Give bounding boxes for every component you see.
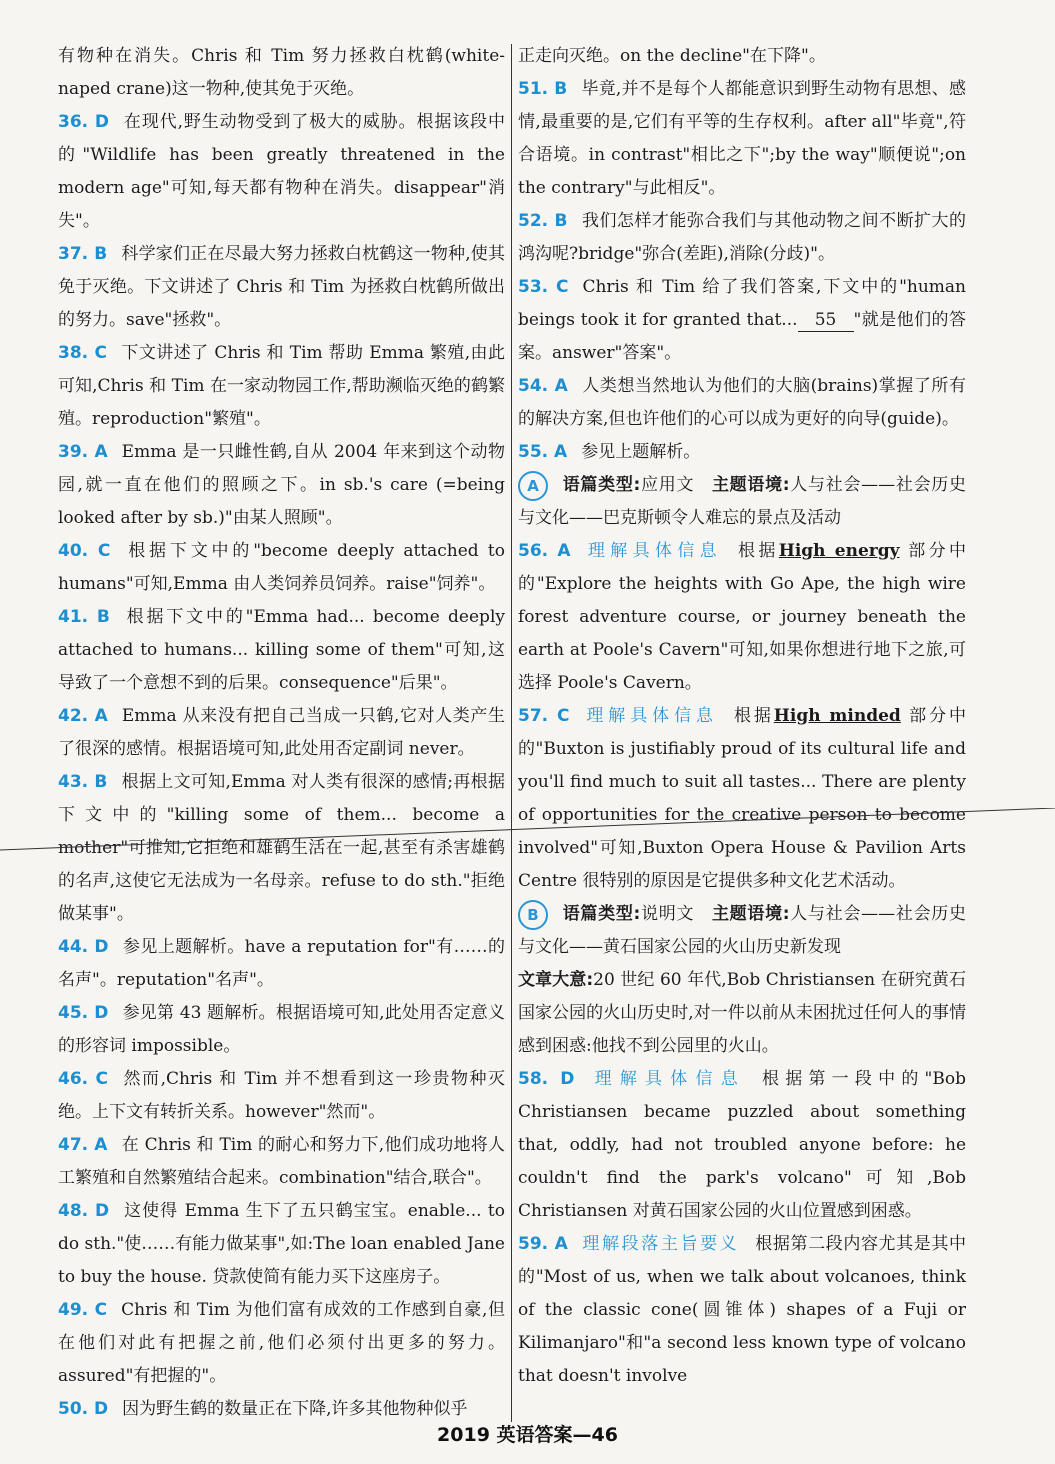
question-number: 54. A [518,376,568,396]
question-number: 40. C [58,541,111,561]
question-number: 46. C [58,1069,109,1089]
section-badge-icon: B [518,900,548,930]
genre-label: 语篇类型: [562,904,641,924]
answer-item [58,1063,505,1129]
answer-item [58,700,505,766]
section-badge-icon: A [518,471,548,501]
answer-item [58,1195,505,1294]
answer-text: 根据下文中的"Emma had... become deeply attached to humans... killing some of them"可知,这导致了一个意想不到的后果。consequence"后果"。 [58,607,505,693]
question-type-tag: 理解具体信息 [584,541,723,561]
question-number: 42. A [58,706,108,726]
answer-item [58,1294,505,1393]
question-number: 37. B [58,244,108,264]
question-number: 47. A [58,1135,108,1155]
answer-item [518,1063,966,1228]
answer-text: Chris 和 Tim 给了我们答案,下文中的"human beings took it for granted that... [518,277,966,330]
column-divider [511,44,512,1422]
article-summary [518,964,966,1063]
question-number: 43. B [58,772,108,792]
genre-label: 语篇类型: [562,475,641,495]
answer-text: 根据下文中的"become deeply attached to humans"可知,Emma 由人类饲养员饲养。raise"饲养"。 [58,541,506,594]
answer-continuation: 有物种在消失。Chris 和 Tim 努力拯救白枕鹤(white-naped crane)这一物种,使其免于灭绝。 [58,46,505,99]
question-number: 52. B [518,211,568,231]
answer-text: 这使得 Emma 生下了五只鹤宝宝。enable... to do sth."使……有能力做某事",如:The loan enabled Jane to buy the house. 贷款使简有能力买下这座房子。 [58,1201,505,1287]
answer-text: 参见上题解析。 [581,442,701,462]
answer-text: 根据第一段中的"Bob Christiansen became puzzled about something that, oddly, had not troubled anyone before: he couldn't find the park's volcano"可知,Bob Christiansen 对黄石国家公园的火山位置感到困惑。 [518,1069,966,1221]
answer-text: 毕竟,并不是每个人都能意识到野生动物有思想、感情,最重要的是,它们有平等的生存权利。after all"毕竟",符合语境。in contrast"相比之下";by the way"顺便说";on the contrary"与此相反"。 [518,79,966,198]
theme: 人与社会——社会历史与文化——黄石国家公园的火山历史新发现 [518,904,967,957]
answer-text: 根据上文可知,Emma 对人类有很深的感情;再根据下文中的"killing some of them... become a mother"可推知,它拒绝和雄鹤生活在一起,甚至有杀害雄鹤的名声,这使它无法成为一名母亲。refuse to do sth."拒绝做某事"。 [58,772,505,924]
answer-item: 57. C 理解具体信息 根据High minded 部分中的"Buxton is justifiably proud of its cultural life and you'll find much to suit all tastes... There are plenty of opportunities for the creative person to become involved"可知,Buxton Opera House & Pavilion Arts Centre 很特别的原因是它提供多种文化艺术活动。 [518,706,967,891]
answer-item [518,73,966,205]
answer-item [518,436,966,469]
answer-text: 部分中的"Explore the heights with Go Ape, the high wire forest adventure course, or journey beneath the earth at Poole's Cavern"可知,如果你想进行地下之旅,可选择 Poole's Cavern。 [518,541,967,693]
answer-text: 然而,Chris 和 Tim 并不想看到这一珍贵物种灭绝。上下文有转折关系。however"然而"。 [58,1069,505,1122]
question-number: 58. D [518,1069,575,1089]
answer-item [58,337,505,436]
answer-text: 部分中的"Buxton is justifiably proud of its cultural life and you'll find much to suit all tastes... There are plenty of opportunities for the creative person to become involved"可知,Buxton Opera House & Pavilion Arts Centre 很特别的原因是它提供多种文化艺术活动。 [518,706,967,891]
question-type-tag: 理解具体信息 [583,706,718,726]
genre: 说明文 [640,904,695,924]
answer-item [518,205,966,271]
paper-fold-line [0,808,1055,868]
answer-continuation: 正走向灭绝。on the decline"在下降"。 [518,46,826,66]
question-number: 39. A [58,442,108,462]
answer-item: 56. A 理解具体信息 根据High energy 部分中的"Explore the heights with Go Ape, the high wire forest adventure course, or journey beneath the earth at Poole's Cavern"可知,如果你想进行地下之旅,可选择 Poole's Cavern。 [518,541,967,693]
answer-text: Emma 是一只雌性鹤,自从 2004 年来到这个动物园,就一直在他们的照顾之下。in sb.'s care (=being looked after by sb.)"由某人照顾"。 [58,442,505,528]
answer-text: 在现代,野生动物受到了极大的威胁。根据该段中的"Wildlife has been greatly threatened in the modern age"可知,每天都有物种在消失。disappear"消失"。 [58,112,505,231]
question-type-tag: 理解段落主旨要义 [581,1234,740,1254]
question-number: 48. D [58,1201,110,1221]
answer-item [58,106,505,238]
answer-text: 根据第二段内容尤其是其中的"Most of us, when we talk about volcanoes, think of the classic cone(圆锥体) shapes of a Fuji or Kilimanjaro"和"a second less known type of volcano that doesn't involve [518,1234,966,1386]
right-column [518,40,966,1393]
section-name: High minded [773,706,901,726]
question-number: 55. A [518,442,568,462]
answer-text: 因为野生鹤的数量正在下降,许多其他物种似乎 [122,1399,468,1419]
section-header [518,898,966,964]
theme-label: 主题语境: [711,475,790,495]
answer-text: 参见上题解析。have a reputation for"有……的名声"。reputation"名声"。 [58,937,505,990]
answer-item [58,997,505,1063]
answer-item [58,436,505,535]
answer-item [518,271,966,370]
answer-text: 我们怎样才能弥合我们与其他动物之间不断扩大的鸿沟呢?bridge"弥合(差距),消除(分歧)"。 [518,211,967,264]
answer-item [58,535,505,601]
question-number: 44. D [58,937,109,957]
theme-label: 主题语境: [711,904,790,924]
answer-text: 下文讲述了 Chris 和 Tim 帮助 Emma 繁殖,由此可知,Chris 和 Tim 在一家动物园工作,帮助濒临灭绝的鹤繁殖。reproduction"繁殖"。 [58,343,505,429]
question-number: 49. C [58,1300,108,1320]
question-number: 41. B [58,607,110,627]
page-footer: 2019 英语答案—46 [437,1424,618,1446]
answer-text: 人类想当然地认为他们的大脑(brains)掌握了所有的解决方案,但也许他们的心可以成为更好的向导(guide)。 [518,376,966,429]
answer-text: Chris 和 Tim 为他们富有成效的工作感到自豪,但在他们对此有把握之前,他们必须付出更多的努力。assured"有把握的"。 [58,1300,505,1386]
answer-text: "就是他们的答案。answer"答案"。 [518,310,966,363]
answer-item [518,370,966,436]
left-column [58,40,505,1426]
answer-item [58,931,505,997]
question-number: 36. D [58,112,110,132]
summary-label: 文章大意: [518,970,594,990]
question-number: 56. A [518,541,571,561]
blank-number: 55 [798,309,854,332]
question-number: 53. C [518,277,569,297]
answer-text: Emma 从来没有把自己当成一只鹤,它对人类产生了很深的感情。根据语境可知,此处用否定副词 never。 [58,706,505,759]
question-number: 57. C [518,706,570,726]
question-number: 38. C [58,343,107,363]
answer-item [58,238,505,337]
answer-text: 科学家们正在尽最大努力拯救白枕鹤这一物种,使其免于灭绝。下文讲述了 Chris 和 Tim 为拯救白枕鹤所做出的努力。save"拯救"。 [58,244,505,330]
question-number: 59. A [518,1234,568,1254]
genre: 应用文 [640,475,695,495]
answer-text: 参见第 43 题解析。根据语境可知,此处用否定意义的形容词 impossible。 [58,1003,505,1056]
question-number: 50. D [58,1399,109,1419]
answer-item [58,601,505,700]
question-number: 45. D [58,1003,109,1023]
answer-item [58,1129,505,1195]
question-type-tag: 理解具体信息 [588,1069,746,1089]
section-header [518,469,966,535]
theme: 人与社会——社会历史与文化——巴克斯顿令人难忘的景点及活动 [518,475,967,528]
answer-item [518,1228,966,1393]
answer-text: 在 Chris 和 Tim 的耐心和努力下,他们成功地将人工繁殖和自然繁殖结合起来。combination"结合,联合"。 [58,1135,505,1188]
question-number: 51. B [518,79,568,99]
section-name: High energy [778,541,900,561]
summary-text: 20 世纪 60 年代,Bob Christiansen 在研究黄石国家公园的火山历史时,对一件以前从未困扰过任何人的事情感到困惑:他找不到公园里的火山。 [518,970,966,1056]
